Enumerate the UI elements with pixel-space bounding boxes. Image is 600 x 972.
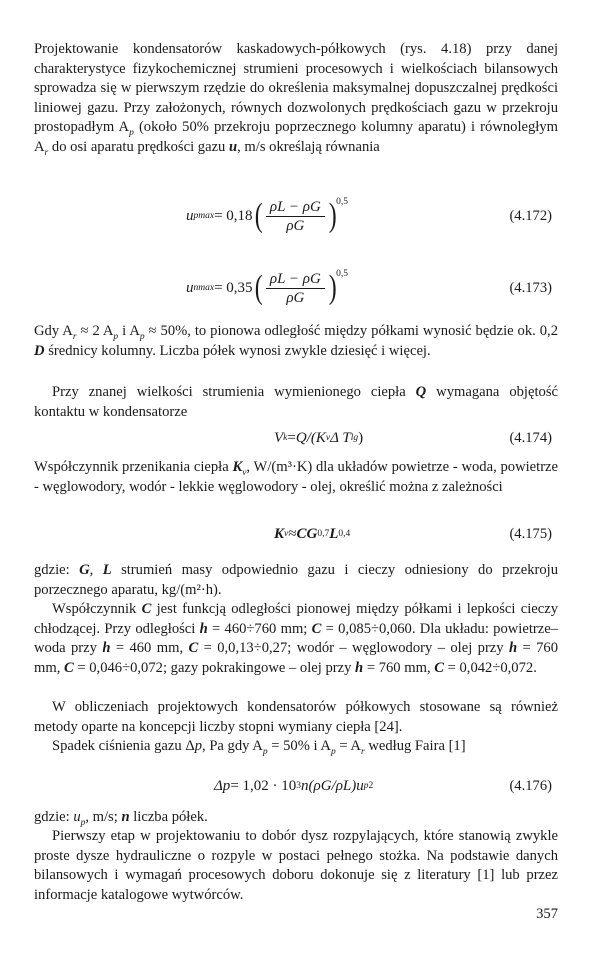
paragraph-pressure-drop: Spadek ciśnienia gazu Δp, Pa gdy $A_p = 50\%$ i $A_p = A_r$ według Faira [1] bbox=[52, 738, 466, 757]
equation-label: (4.172) bbox=[509, 207, 552, 224]
paragraph-coefficient-c: Współczynnik C jest funkcją odległości pionowej między półkami i lepkości cieczy chłodzącej. Przy odległości h = 460÷760 mm; C = 0,085÷0,060. Dla układu: powietrze–woda przy h = 460 mm, C = 0,0,13÷0,27; wodór – węglowodory – olej przy h = 760 mm, C = 0,046÷0,072; gazy pokrakingowe – olej przy h = 760 mm, C = 0,042÷0,072. bbox=[34, 601, 559, 676]
paragraph-where-u-n: gdzie: $u_p$, m/s; n liczba półek. bbox=[34, 809, 208, 828]
paragraph-intro: Projektowanie kondensatorów kaskadowych-półkowych (rys. 4.18) przy danej charakterystyce fizykochemicznej strumieni procesowych i wielkościach bilansowych sprowadza się w pierwszym rzędzie do określenia maksymalnej dopuszczalnej prędkości liniowej gazu. Przy założonych, równych dozwolonych prędkościach gazu w przekroju prostopadłym $A_p$ (około 50% przekroju poprzecznego kolumny aparatu) i równoległym $A_r$ do osi aparatu prędkości gazu u, m/s określają równania bbox=[34, 41, 558, 158]
paragraph-where-g-l: gdzie: G, L strumień masy odpowiednio gazu i cieczy odniesiony do przekroju porzecznego aparatu, kg/(m²·h). bbox=[34, 562, 558, 598]
paragraph-heat-transfer-coefficient: Współczynnik przenikania ciepła $K_v$, W/(m³·K) dla układów powietrze - woda, powietrze - węglowodory, wodór - lekkie węglowodory - olej, określić można z zależności bbox=[34, 459, 559, 495]
equation-4-172: u pmax = 0,18 ( $\frac{\rho L - \rho G}{\rho G}$ ) 0,5 (4.172) bbox=[186, 197, 552, 234]
page-number: 357 bbox=[536, 906, 558, 922]
equation-4-176: Δp = 1,02 · 10 3 n (ρG/ρL) u p 2 (4.176) bbox=[34, 766, 558, 806]
equation-4-175: K v ≈ C G 0,7 L 0,4 (4.175) bbox=[34, 514, 558, 554]
paragraph-design-methods: W obliczeniach projektowych kondensatorów półkowych stosowane są również metody oparte na koncepcji liczby stopni wymiany ciepła [24]. bbox=[34, 699, 558, 735]
paragraph-shelves: Gdy $A_r \approx 2$ $A_p$ i $A_p \approx 50\%$, to pionowa odległość między półkami wynosić będzie ok. 0,2 D średnicy kolumny. Liczba półek wynosi zwykle dziesięć i więcej. bbox=[34, 323, 558, 359]
equation-4-173: u nmax = 0,35 ( $\frac{\rho L - \rho G}{\rho G}$ ) 0,5 (4.173) bbox=[186, 269, 552, 306]
equation-label: (4.176) bbox=[509, 777, 552, 794]
equation-label: (4.174) bbox=[509, 429, 552, 446]
equation-label: (4.173) bbox=[509, 279, 552, 296]
equation-label: (4.175) bbox=[509, 525, 552, 542]
paragraph-nozzle-selection: Pierwszy etap w projektowaniu to dobór dysz rozpylających, które stanowią zwykle proste dysze hydrauliczne o rozpyle w postaci pełnego stożka. Na podstawie danych bilansowych i wymagań procesowych doboru dokonuje się z literatury [1] lub przez informacje katalogowe wytwórców. bbox=[34, 828, 558, 903]
paragraph-contact-volume: Przy znanej wielkości strumienia wymienionego ciepła Q wymagana objętość kontaktu w kondensatorze bbox=[34, 384, 558, 420]
equation-4-174: V k = Q/(K v Δ T lg ) (4.174) bbox=[34, 418, 558, 458]
